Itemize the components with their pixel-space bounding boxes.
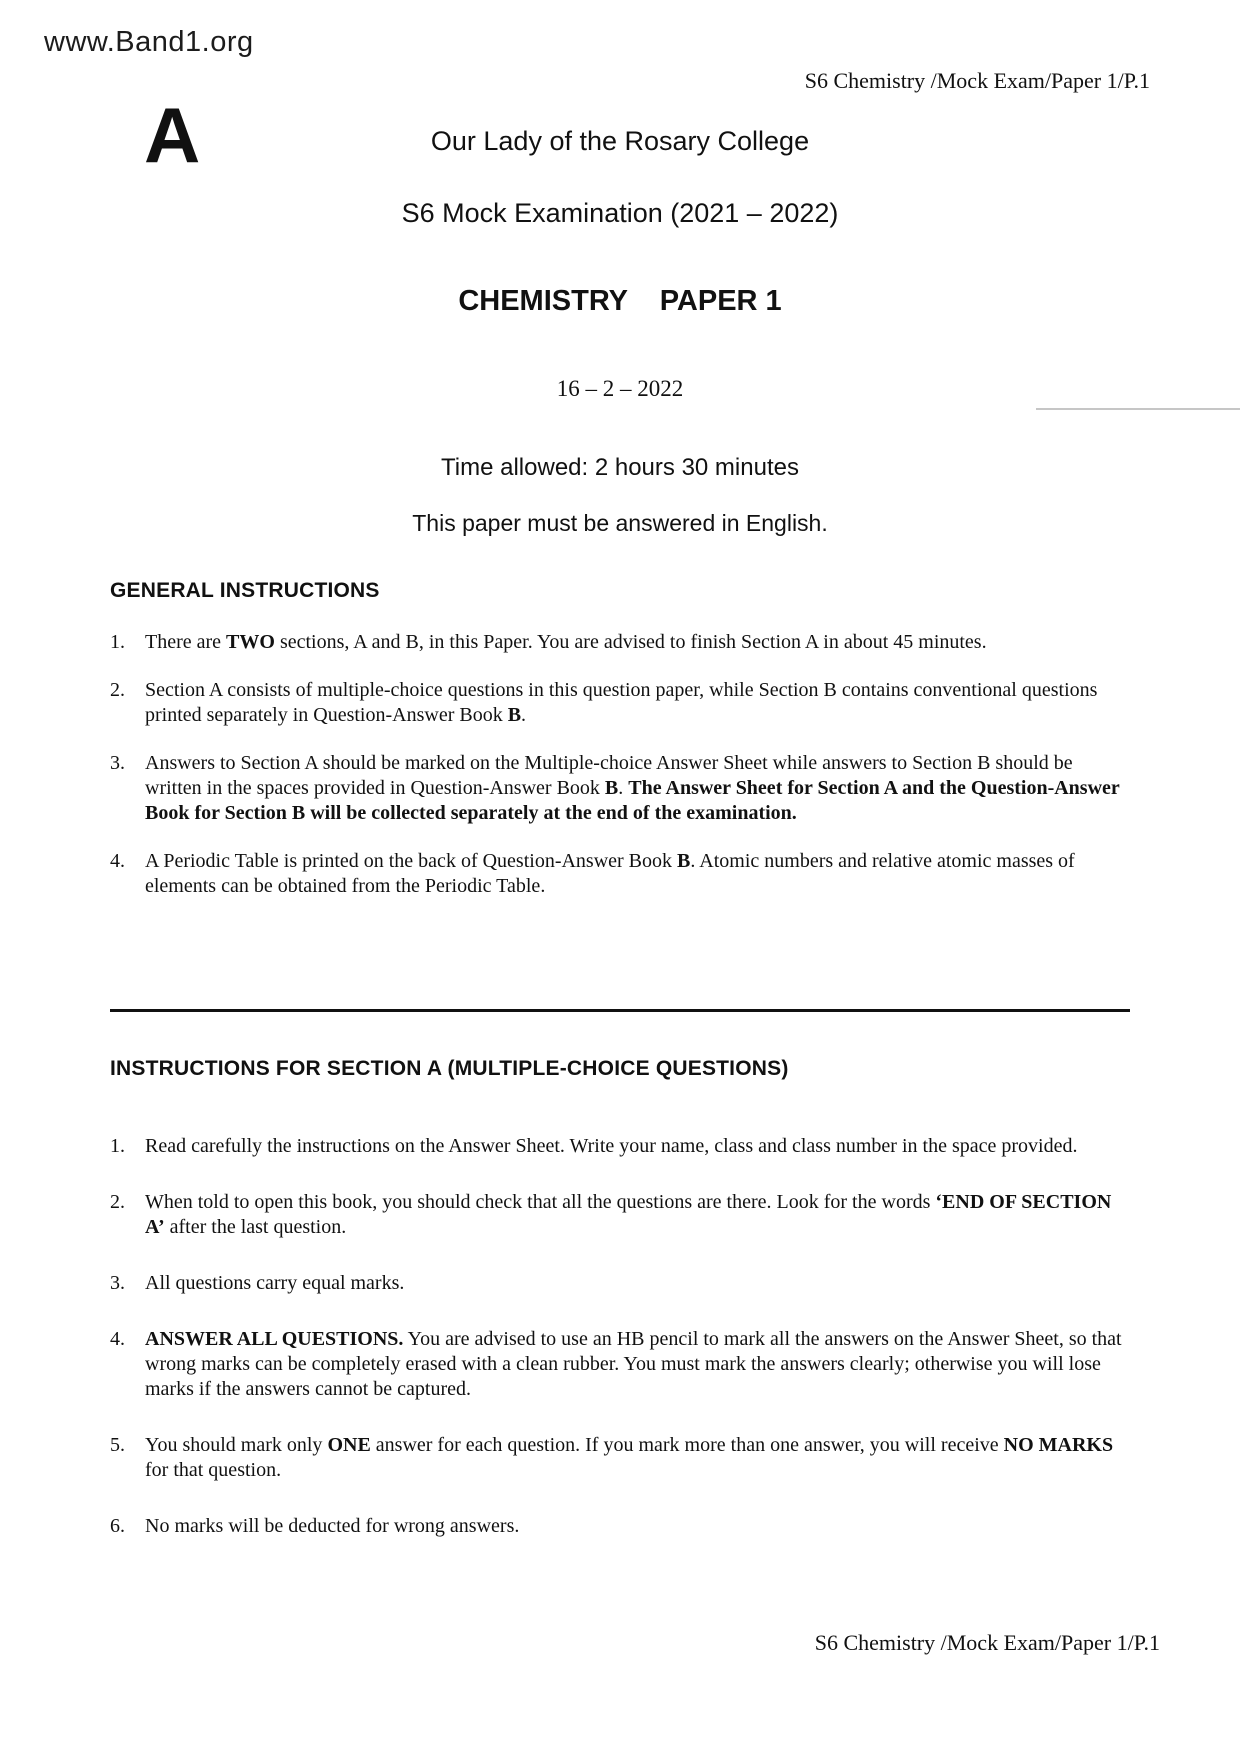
list-item-number: 1. [110,1135,125,1157]
list-item-text: Section A consists of multiple-choice questions in this question paper, while Section B contains conventional questions printed separately in Question-Answer Book B. [145,679,1098,726]
list-item [110,849,1130,899]
list-item [110,1433,1130,1483]
general-instructions-list [110,630,1130,899]
list-item-number: 2. [110,679,125,701]
paper-title: CHEMISTRY PAPER 1 [458,285,782,317]
general-instructions-heading: GENERAL INSTRUCTIONS [110,579,380,602]
exam-title: S6 Mock Examination (2021 – 2022) [401,198,839,228]
list-item-text: Read carefully the instructions on the Answer Sheet. Write your name, class and class number in the space provided. [145,1135,1078,1157]
list-item-number: 2. [110,1191,125,1213]
list-item-text: You should mark only ONE answer for each question. If you mark more than one answer, you will receive NO MARKS for that question. [145,1434,1114,1481]
list-item-number: 6. [110,1515,125,1537]
list-item [110,1271,1130,1296]
list-item-text: A Periodic Table is printed on the back of Question-Answer Book B. Atomic numbers and relative atomic masses of elements can be obtained from the Periodic Table. [145,850,1075,897]
list-item [110,678,1130,728]
list-item-number: 4. [110,1328,125,1350]
page-content [110,0,1130,1570]
section-divider-rule [110,1009,1130,1012]
language-note: This paper must be answered in English. [412,510,828,536]
list-item-number: 4. [110,850,125,872]
list-item [110,1327,1130,1402]
time-allowed: Time allowed: 2 hours 30 minutes [441,454,799,481]
list-item-text: No marks will be deducted for wrong answers. [145,1515,520,1537]
list-item-number: 3. [110,752,125,774]
list-item [110,1190,1130,1240]
list-item-number: 3. [110,1272,125,1294]
list-item-text: All questions carry equal marks. [145,1272,405,1294]
list-item [110,630,1130,655]
watermark-text: www.Band1.org [44,26,254,58]
list-item [110,751,1130,826]
page-header-reference: S6 Chemistry /Mock Exam/Paper 1/P.1 [804,68,1150,93]
list-item-text: When told to open this book, you should check that all the questions are there. Look for the words ‘END OF SECTION A’ after the last question. [145,1191,1112,1238]
page-footer-reference: S6 Chemistry /Mock Exam/Paper 1/P.1 [814,1630,1160,1655]
list-item-number: 1. [110,631,125,653]
exam-date: 16 – 2 – 2022 [556,376,684,401]
list-item [110,1134,1130,1159]
paper-version-letter: A [144,91,201,179]
list-item-text: There are TWO sections, A and B, in this Paper. You are advised to finish Section A in about 45 minutes. [145,631,987,653]
section-a-instructions-list [110,1134,1130,1539]
school-name: Our Lady of the Rosary College [430,126,810,156]
list-item-text: ANSWER ALL QUESTIONS. You are advised to use an HB pencil to mark all the answers on the Answer Sheet, so that wrong marks can be completely erased with a clean rubber. You must mark the answers clearly; otherwise you will lose marks if the answers cannot be captured. [145,1328,1122,1400]
list-item-number: 5. [110,1434,125,1456]
list-item [110,1514,1130,1539]
section-a-instructions-heading: INSTRUCTIONS FOR SECTION A (MULTIPLE-CHOICE QUESTIONS) [110,1057,789,1080]
list-item-text: Answers to Section A should be marked on the Multiple-choice Answer Sheet while answers to Section B should be written in the spaces provided in Question-Answer Book B. The Answer Sheet for Section A and the Question-Answer Book for Section B will be collected separately at the end of the examination. [145,752,1120,824]
